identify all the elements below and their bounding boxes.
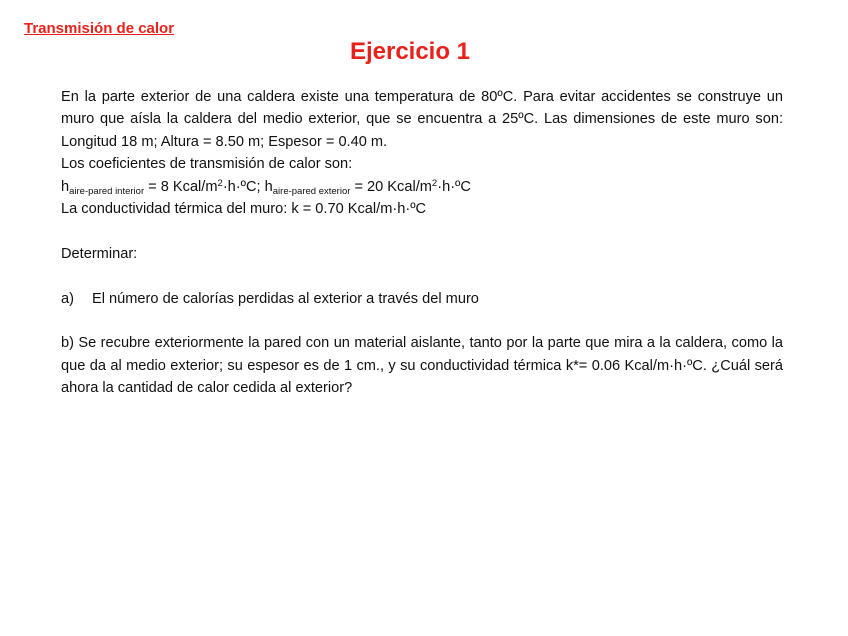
h-interior-symbol: h	[61, 178, 70, 195]
exercise-title: Ejercicio 1	[349, 38, 471, 65]
h-exterior-symbol: h	[264, 178, 273, 195]
h-interior-unit: ·h·ºC;	[222, 178, 265, 195]
conductivity-line: La conductividad térmica del muro: k = 0.70 Kcal/m·h·ºC	[61, 201, 427, 218]
h-exterior-exponent: 2	[431, 177, 438, 189]
determine-label: Determinar:	[61, 245, 138, 262]
h-interior-subscript: aire-pared interior	[69, 185, 145, 197]
coefficients-values	[61, 176, 783, 198]
h-interior-exponent: 2	[217, 177, 223, 189]
h-exterior-unit: ·h·ºC	[437, 178, 471, 195]
question-b: b) Se recubre exteriormente la pared con un material aislante, tanto por la parte que mira a la caldera, como la que da al medio exterior; su espesor es de 1 cm., y su conductividad térmica k*= 0.06 Kcal/m·h·ºC. ¿Cuál será ahora la cantidad de calor cedida al exterior?	[61, 335, 783, 397]
question-a-marker: a)	[61, 290, 74, 307]
question-a-text: El número de calorías perdidas al exterior a través del muro	[92, 290, 479, 307]
h-interior-value: = 8 Kcal/m	[144, 178, 218, 195]
h-exterior-value: = 20 Kcal/m	[350, 178, 432, 195]
h-exterior-subscript: aire-pared exterior	[272, 185, 351, 197]
problem-intro: En la parte exterior de una caldera existe una temperatura de 80ºC. Para evitar accidentes se construye un muro que aísla la caldera del medio exterior, que se encuentra a 25ºC. Las dimensiones de este muro son: Longitud 18 m; Altura = 8.50 m; Espesor = 0.40 m.	[61, 89, 783, 150]
exercise-content	[61, 86, 783, 400]
question-a	[61, 288, 783, 310]
section-header-link[interactable]: Transmisión de calor	[24, 20, 175, 37]
coefficients-heading: Los coeficientes de transmisión de calor son:	[61, 156, 353, 173]
